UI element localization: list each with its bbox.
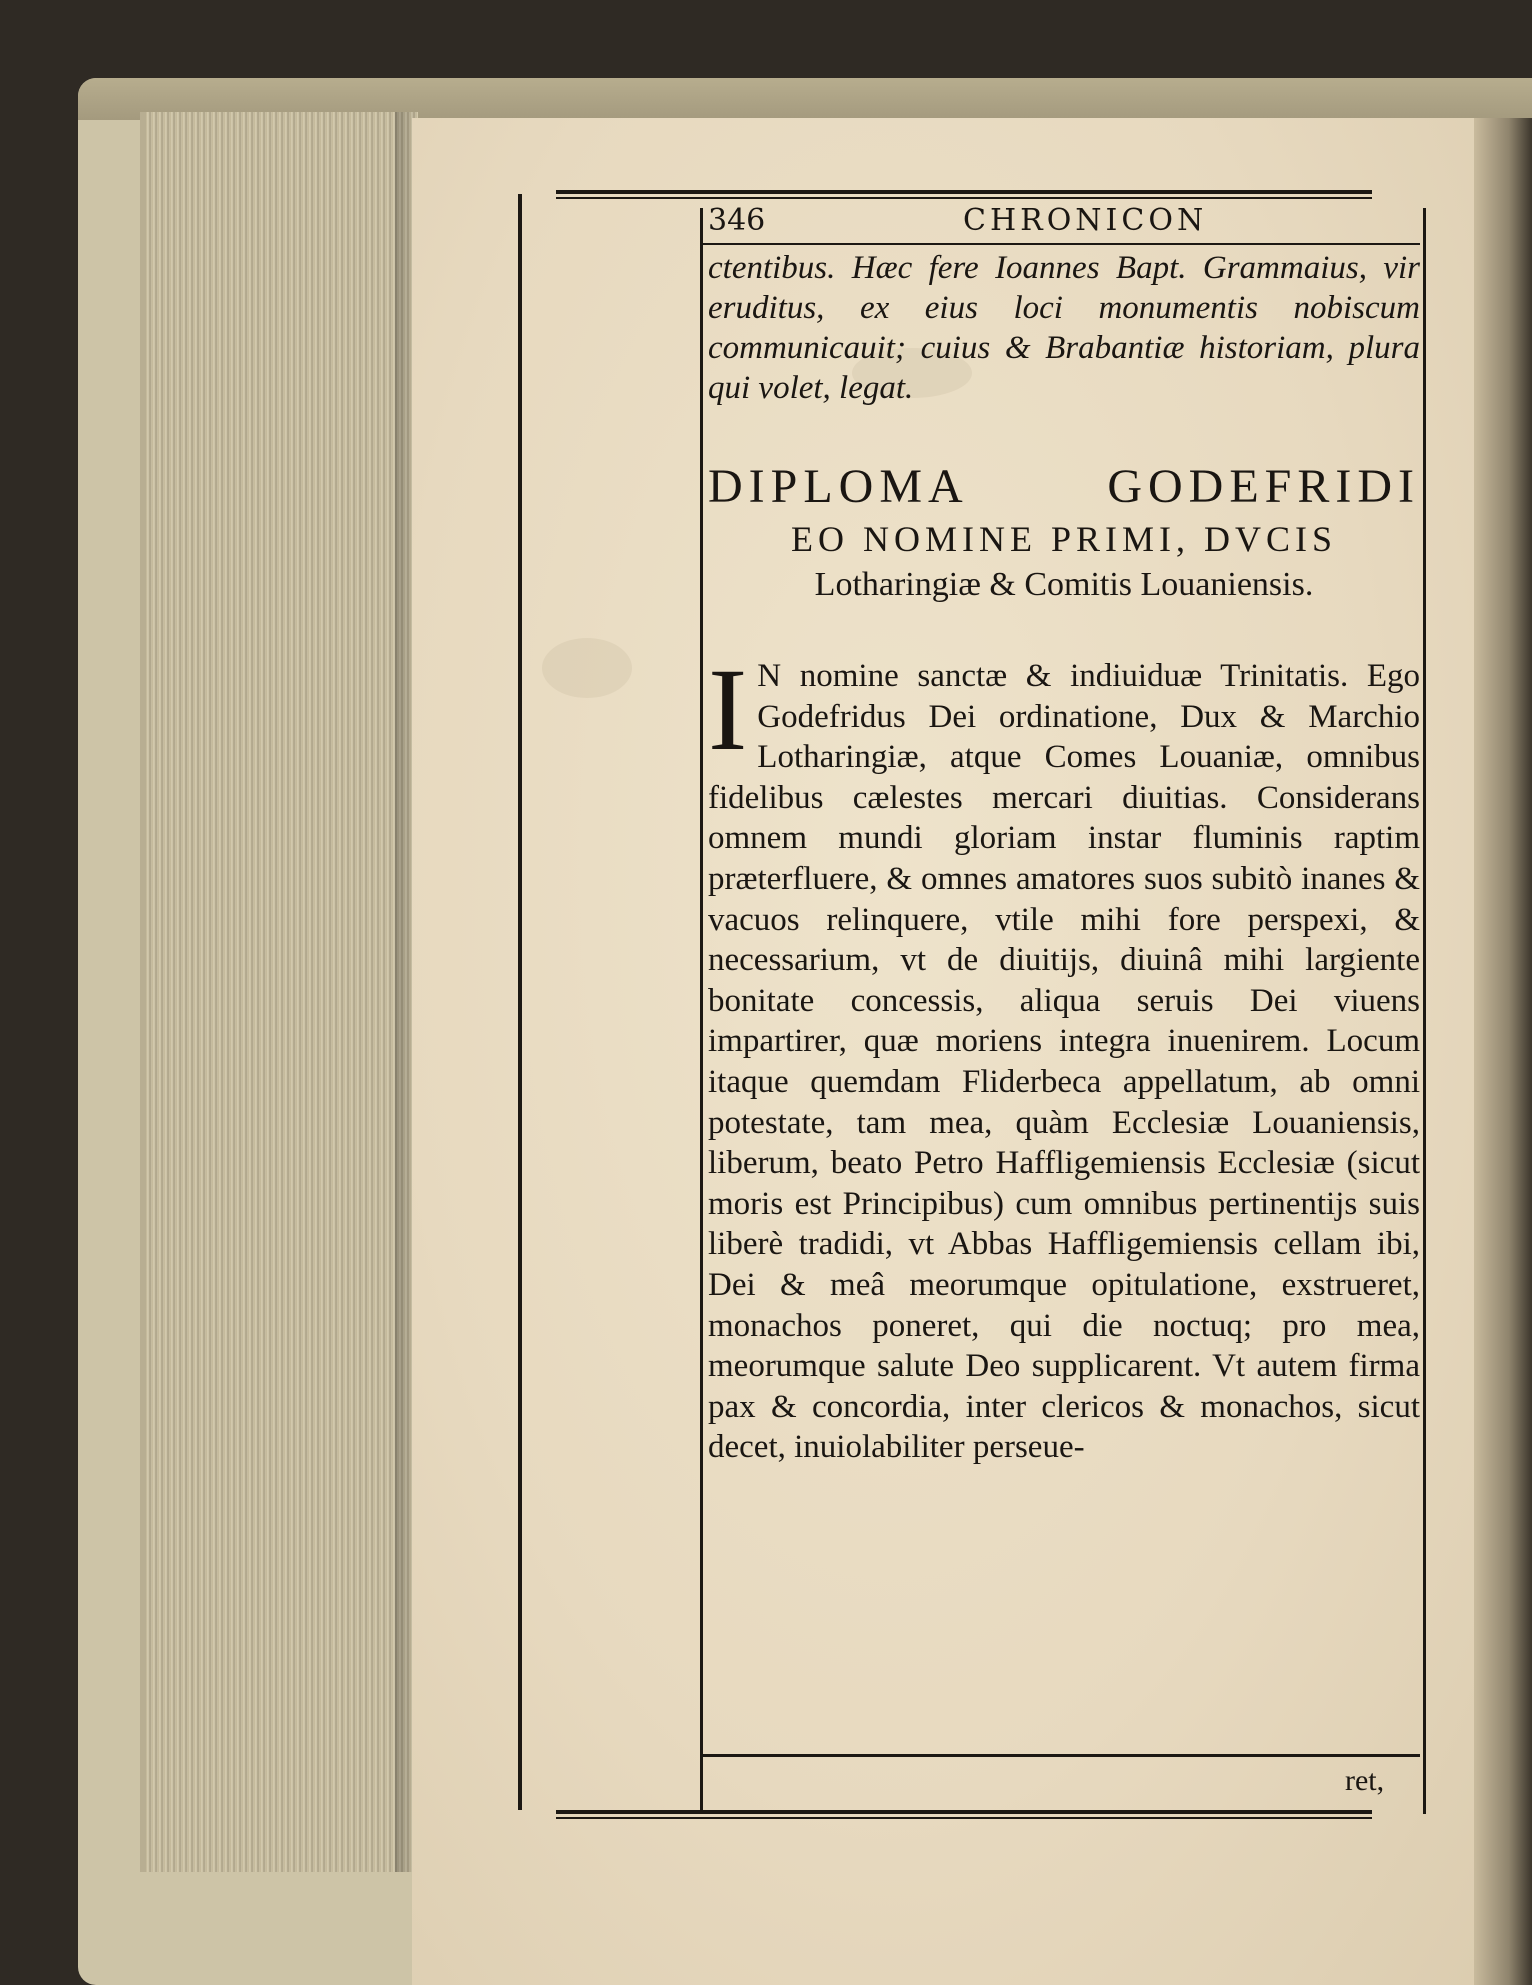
- left-rule: [518, 194, 522, 1810]
- intro-paragraph: ctentibus. Hæc fere Ioannes Bapt. Grammaius, vir eruditus, ex eius loci monumentis nobiscum communicauit; cuius & Brabantiæ historiam, plura qui volet, legat.: [708, 250, 1420, 406]
- bottom-rule: [556, 1810, 1372, 1814]
- page-number: 346: [708, 203, 766, 238]
- text-column: [708, 248, 1420, 1468]
- page-edges: [140, 112, 418, 1872]
- drop-cap: I: [708, 644, 748, 775]
- running-title: CHRONICON: [963, 203, 1208, 238]
- catchword: ret,: [1345, 1764, 1385, 1797]
- title-line-3: Lotharingiæ & Comitis Louaniensis.: [814, 566, 1314, 603]
- top-rule-thin: [556, 197, 1372, 199]
- page-gutter: [1474, 118, 1532, 1985]
- paper-stain: [542, 638, 632, 698]
- column-bottom-rule: [700, 1754, 1420, 1757]
- title-line-2: EO NOMINE PRIMI, DVCIS: [790, 519, 1337, 559]
- diploma-body: [708, 644, 1420, 1468]
- title-line-1: [708, 458, 1420, 516]
- diploma-title: [708, 458, 1420, 608]
- column-right-rule: [1423, 208, 1426, 1814]
- running-header: [708, 203, 1420, 241]
- bottom-rule-thin: [556, 1817, 1372, 1819]
- header-rule: [700, 243, 1420, 245]
- diploma-body-text: N nomine sanctæ & indiuiduæ Trinitatis. Ego Godefridus Dei ordinatione, Dux & Marchio Lotharingiæ, atque Comes Louaniæ, omnibus fidelibus cælestes mercari diuitias. Considerans omnem mundi gloriam instar fluminis raptim præterfluere, & omnes amatores suos subitò inanes & vacuos relinquere, vtile mihi fore perspexi, & necessarium, vt de diuitijs, diuinâ mihi largiente bonitate concessis, aliqua seruis Dei viuens impartirer, quæ moriens integra inuenirem. Locum itaque quemdam Fliderbeca appellatum, ab omni potestate, tam mea, quàm Ecclesiæ Louaniensis, liberum, beato Petro Haffligemiensis Ecclesiæ (sicut moris est Principibus) cum omnibus pertinentijs suis liberè tradidi, vt Abbas Haffligemiensis cellam ibi, Dei & meâ meorumque opitulatione, exstrueret, monachos poneret, qui die noctuq; pro mea, meorumque salute Deo supplicarent. Vt autem firma pax & concordia, inter clericos & monachos, sicut decet, inuiolabiliter perseue-: [708, 658, 1420, 1466]
- column-left-rule: [700, 208, 703, 1814]
- top-rule: [556, 190, 1372, 194]
- title-word-godefridi: GODEFRIDI: [1107, 460, 1420, 513]
- title-word-diploma: DIPLOMA: [708, 460, 969, 513]
